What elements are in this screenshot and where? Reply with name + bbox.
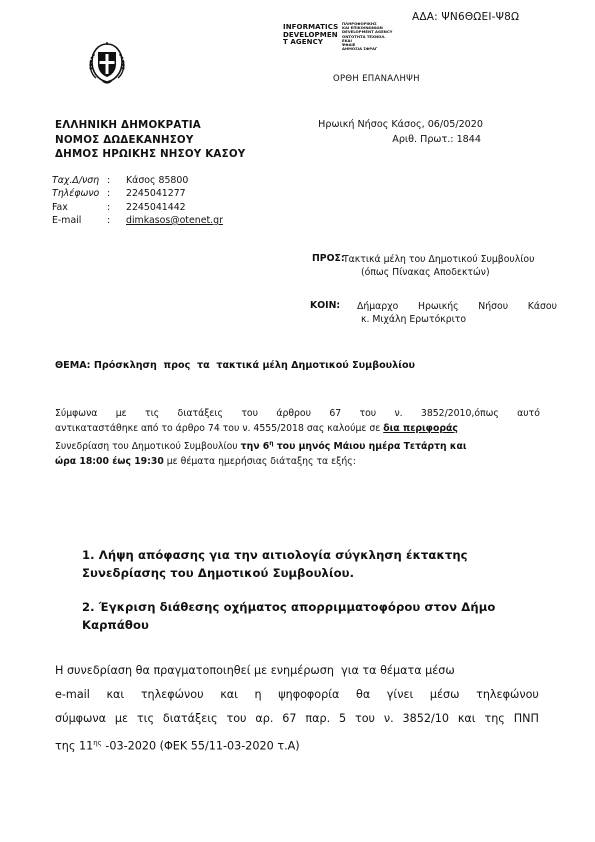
closing-line xyxy=(55,731,539,759)
closing-word: ψηφοφορία xyxy=(278,688,340,701)
circulation-label: δια περιφοράς xyxy=(383,423,458,434)
meeting-date-part: την 6 xyxy=(240,441,270,453)
contact-key: Fax xyxy=(52,201,68,213)
body-word: άρθρου xyxy=(276,408,311,419)
ida-small-line: ΕΚΔΙ xyxy=(342,37,352,43)
contact-colon: : xyxy=(107,188,111,200)
body-word: Σύμφωνα xyxy=(55,408,98,419)
cc-word: Ηρωικής xyxy=(417,301,459,312)
body-line xyxy=(55,436,540,454)
contact-value: 2245041277 xyxy=(126,188,186,200)
contact-colon: : xyxy=(107,201,111,213)
body-text: Συνεδρίαση του Δημοτικού Συμβουλίου xyxy=(55,441,241,453)
closing-word: γίνει xyxy=(386,688,414,701)
closing-word: e-mail xyxy=(55,688,90,701)
cc-line: κ. Μιχάλη Ερωτόκριτο xyxy=(361,314,467,325)
body-word: 67 xyxy=(329,408,342,419)
ida-small-line: ΔΗΜΟΣΙΑ ΣΦΡΑΓ xyxy=(342,46,378,52)
closing-word: του xyxy=(354,712,376,725)
subject-line xyxy=(55,360,415,371)
body-word: του xyxy=(241,408,258,419)
contact-row xyxy=(52,214,223,227)
cc-text xyxy=(357,300,557,326)
closing-word: και xyxy=(220,688,238,701)
agenda-item xyxy=(82,546,468,582)
agenda-item-line: 1. Λήψη απόφασης για την αιτιολογία σύγκληση έκτακτης xyxy=(82,548,468,562)
body-word: ν. xyxy=(394,408,403,419)
org-line: ΕΛΛΗΝΙΚΗ ΔΗΜΟΚΡΑΤΙΑ xyxy=(55,119,201,131)
cc-label: ΚΟΙΝ: xyxy=(310,300,341,311)
contact-colon: : xyxy=(107,175,111,186)
body-paragraph xyxy=(55,406,540,469)
closing-word: 67 xyxy=(282,712,297,725)
ida-small-line: ΨΦΑΙΕ xyxy=(342,42,356,48)
closing-word: με xyxy=(114,712,129,725)
closing-word: της xyxy=(484,712,505,725)
closing-word: ΠΝΠ xyxy=(513,712,539,725)
meeting-time: ώρα 18:00 έως 19:30 xyxy=(55,456,164,468)
closing-word: και xyxy=(457,712,476,725)
closing-word: η xyxy=(254,688,262,701)
contact-value: Κάσος 85800 xyxy=(126,175,189,186)
closing-word: τις xyxy=(136,712,155,725)
body-word: αυτό xyxy=(517,408,540,419)
email-link[interactable]: dimkasos@otenet.gr xyxy=(126,214,223,226)
body-word: τις xyxy=(145,408,160,419)
org-line: ΔΗΜΟΣ ΗΡΩΙΚΗΣ ΝΗΣΟΥ ΚΑΣΟΥ xyxy=(55,148,246,160)
agenda-item-line: Συνεδρίασης του Δημοτικού Συμβουλίου. xyxy=(82,566,355,580)
place-date-block xyxy=(0,118,483,147)
body-word: με xyxy=(115,408,127,419)
closing-word: 5 xyxy=(338,712,347,725)
place-date: Ηρωική Νήσος Κάσος, 06/05/2020 xyxy=(318,119,483,130)
contact-key: Ταχ.Δ/νση xyxy=(52,175,100,186)
body-word: 3852/2010,όπως xyxy=(420,408,499,419)
closing-word: τηλεφώνου xyxy=(476,688,539,701)
body-text: αντικαταστάθηκε από το άρθρο 74 του ν. 4555/2018 σας καλούμε σε xyxy=(55,423,384,434)
ordinal-suffix: ης xyxy=(93,739,102,747)
contact-row xyxy=(52,201,223,214)
cc-word: Δήμαρχο xyxy=(357,301,399,312)
protocol-number: Αριθ. Πρωτ.: 1844 xyxy=(392,133,481,145)
closing-line xyxy=(55,683,539,707)
closing-word: σύμφωνα xyxy=(55,712,107,725)
contact-key: Τηλέφωνο xyxy=(52,188,100,200)
ada-code: ΑΔΑ: ΨΝ6ΘΩΕΙ-Ψ8Ω xyxy=(412,11,520,23)
recipients-line: Τακτικά μέλη του Δημοτικού Συμβουλίου xyxy=(343,254,535,265)
ida-small-line: ΟΝΤΟΤΗΤΑ ΤΕΧΝΟΛ. xyxy=(342,33,386,39)
ida-line: DEVELOPMEN xyxy=(283,30,338,39)
closing-paragraph xyxy=(55,659,539,759)
cc-word: Κάσου xyxy=(527,301,557,312)
body-word: διατάξεις xyxy=(177,408,224,419)
subject-label: ΘΕΜΑ: xyxy=(55,360,91,371)
ida-logo-text xyxy=(283,24,338,47)
body-line xyxy=(55,406,540,421)
closing-word: παρ. xyxy=(305,712,331,725)
agenda-item-line: Καρπάθου xyxy=(82,618,149,632)
contact-key: E-mail xyxy=(52,214,82,226)
closing-word: θα xyxy=(355,688,371,701)
body-text: με θέματα ημερήσιας διάταξης τα εξής: xyxy=(163,456,356,468)
body-word: του xyxy=(359,408,377,419)
ida-line: INFORMATICS xyxy=(283,23,339,31)
closing-word: και xyxy=(106,688,125,701)
closing-word: τηλεφώνου xyxy=(140,688,204,701)
correct-repetition-label: ΟΡΘΗ ΕΠΑΝΑΛΗΨΗ xyxy=(333,74,420,84)
closing-word: ν. xyxy=(383,712,394,725)
ida-logo-small-text xyxy=(342,22,392,51)
greek-emblem-icon xyxy=(88,40,126,86)
closing-word: του xyxy=(226,712,247,725)
org-line: ΝΟΜΟΣ ΔΩΔΕΚΑΝΗΣΟΥ xyxy=(55,133,194,146)
contact-row xyxy=(52,187,223,200)
body-line xyxy=(55,421,540,436)
closing-line xyxy=(55,707,539,731)
closing-word: μέσω xyxy=(429,688,460,701)
closing-word: 3852/10 xyxy=(402,712,449,725)
body-line xyxy=(55,454,540,469)
closing-word: αρ. xyxy=(255,712,274,725)
cc-line xyxy=(357,300,557,313)
ida-small-line: ΚΑΙ ΕΠΙΚΟΙΝΩΝΙΩΝ xyxy=(342,25,383,31)
meeting-date-part: του μηνός Μάιου ημέρα Τετάρτη και xyxy=(273,441,467,453)
ida-line: T AGENCY xyxy=(283,38,324,47)
closing-line: Η συνεδρίαση θα πραγματοποιηθεί με ενημέρωση για τα θέματα μέσω xyxy=(55,664,455,677)
meeting-date xyxy=(241,441,467,452)
recipients-line: (όπως Πίνακας Αποδεκτών) xyxy=(361,267,490,278)
agenda-item-line: 2. Έγκριση διάθεσης οχήματος απορριμματοφόρου στον Δήμο xyxy=(82,600,496,614)
recipients-label: ΠΡΟΣ: xyxy=(312,253,345,264)
contact-colon: : xyxy=(107,214,111,226)
cc-word: Νήσου xyxy=(478,301,509,312)
contact-info xyxy=(52,174,223,227)
closing-text: -03-2020 (ΦΕΚ 55/11-03-2020 τ.Α) xyxy=(101,739,300,753)
subject-text: Πρόσκληση προς τα τακτικά μέλη Δημοτικού Συμβουλίου xyxy=(93,360,416,371)
recipients-text xyxy=(343,253,593,279)
closing-text: της 11 xyxy=(55,739,94,753)
contact-row xyxy=(52,174,223,187)
contact-value: 2245041442 xyxy=(126,201,186,213)
ordinal-suffix: η xyxy=(269,440,274,447)
ida-small-line: DEVELOPMENT AGENCY xyxy=(342,29,393,35)
closing-word: διατάξεις xyxy=(162,712,218,725)
ida-small-line: ΠΛΗΡΟΦΟΡΙΚΗΣ xyxy=(342,21,377,26)
agenda-item xyxy=(82,598,495,634)
